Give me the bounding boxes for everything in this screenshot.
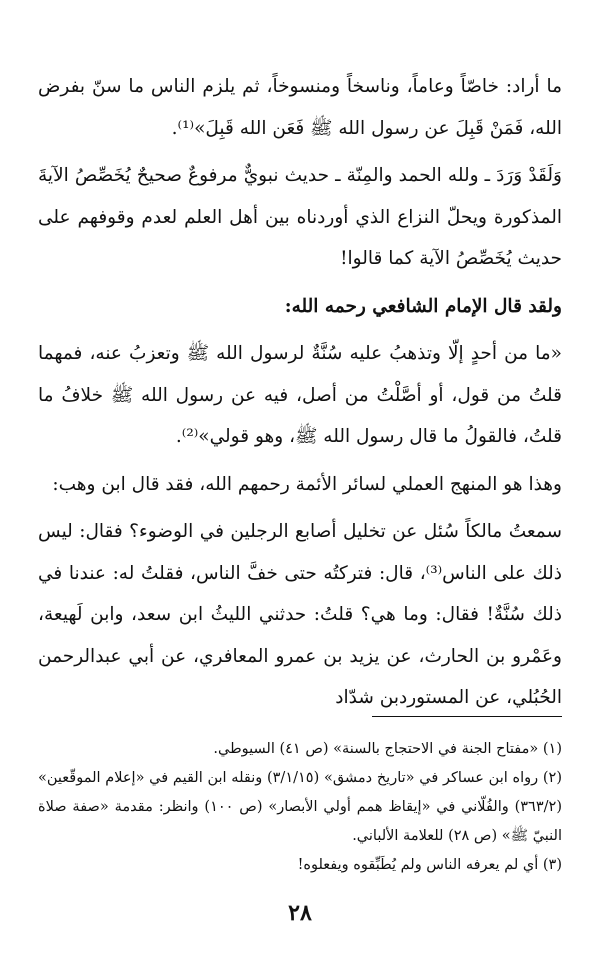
page-number: ٢٨ — [288, 900, 312, 926]
paragraph-3: ولقد قال الإمام الشافعي رحمه الله: — [284, 295, 562, 317]
paragraph-1: ما أراد: خاصّاً وعاماً، وناسخاً ومنسوخاً، ثم يلزم الناس ما سنّ بفرض الله، فَمَنْ قَبِلَ عن رسول الله ﷺ فَعَن الله قَبِلَ»⁽¹⁾. — [38, 76, 562, 139]
main-text — [38, 66, 562, 719]
paragraph-5: وهذا هو المنهج العملي لسائر الأئمة رحمهم الله، فقد قال ابن وهب: — [52, 473, 562, 495]
footnote-divider — [372, 716, 562, 717]
footnotes — [38, 735, 562, 880]
footnote-3: (٣) أي لم يعرفه الناس ولم يُطَبِّقوه ويفعلوه! — [297, 857, 562, 873]
paragraph-4: «ما من أحدٍ إلّا وتذهبُ عليه سُنَّةٌ لرسول الله ﷺ وتعزبُ عنه، فمهما قلتُ من قول، أو أصَّلْتُ من أصل، فيه عن رسول الله ﷺ خلافُ ما قلتُ، فالقولُ ما قال رسول الله ﷺ، وهو قولي»⁽²⁾. — [38, 343, 562, 447]
paragraph-6: سمعتُ مالكاً سُئل عن تخليل أصابع الرجلين في الوضوء؟ فقال: ليس ذلك على الناس⁽³⁾، قال: فتركتُه حتى خفَّ الناس، فقلتُ له: عندنا في ذلك سُنَّةٌ! فقال: وما هي؟ قلتُ: حدثني الليثُ ابن سعد، وابن لَهيعة، وعَمْرو بن الحارث، عن يزيد بن عمرو المعافري، عن أبي عبدالرحمن الحُبُلي، عن المستوردبن شدّاد — [38, 521, 562, 708]
footnote-1: (١) «مفتاح الجنة في الاحتجاج بالسنة» (ص ٤١) السيوطي. — [213, 741, 562, 757]
paragraph-2: وَلَقَدْ وَرَدَ ـ ولله الحمد والمِنّة ـ حديث نبويٌّ مرفوعٌ صحيحٌ يُخَصِّصُ الآيةَ المذكورة ويحلّ النزاع الذي أوردناه بين أهل العلم لعدم وقوفهم على حديث يُخَصِّصُ الآية كما قالوا! — [38, 165, 562, 269]
footnote-2: (٢) رواه ابن عساكر في «تاريخ دمشق» (٣/١/١٥) ونقله ابن القيم في «إعلام الموقّعين» (٣٦٣/٢) والفُلّاني في «إيقاظ همم أولي الأبصار» (ص ١٠٠) وانظر: مقدمة «صفة صلاة النبيّ ﷺ» (ص ٢٨) للعلامة الألباني. — [38, 770, 562, 844]
